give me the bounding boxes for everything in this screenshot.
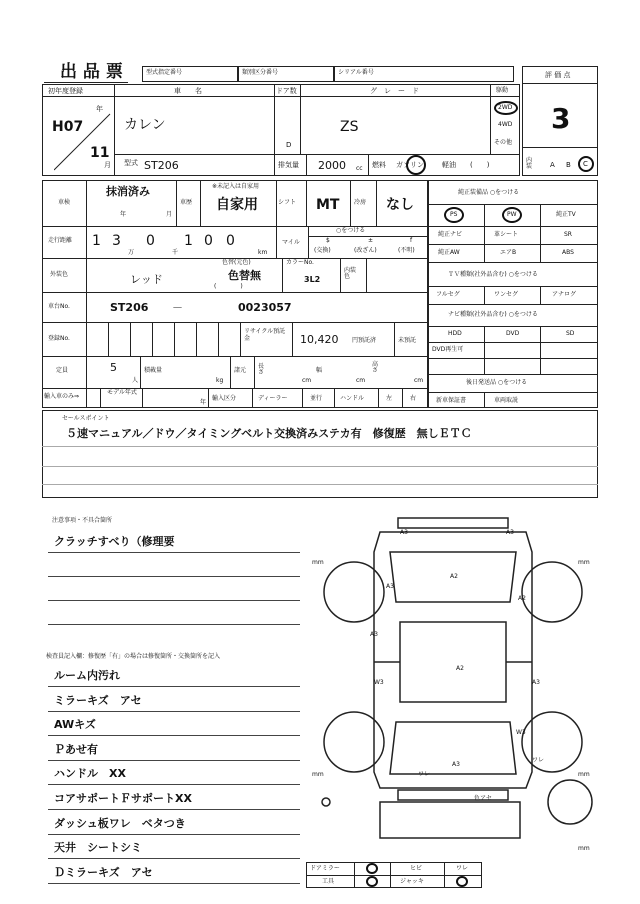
tools-circle — [366, 876, 378, 887]
chassis-number: 0023057 — [238, 301, 292, 314]
inspector-line: ミラーキズ アセ — [54, 693, 142, 707]
first-reg-month: 11 — [90, 145, 110, 161]
drive-other: その他 — [494, 139, 513, 146]
jack-circle — [456, 876, 468, 887]
first-reg-year: H07 — [52, 119, 84, 135]
car-diagram — [300, 512, 610, 904]
doors-label: ドア数 — [276, 87, 297, 95]
damage-mark: W3 — [374, 679, 384, 686]
damage-mark: A2 — [456, 665, 464, 672]
form-title: 出 品 票 — [60, 62, 123, 82]
fuel-diesel: 軽油 — [442, 161, 456, 169]
inspector-line: Ｐあせ有 — [54, 742, 98, 756]
damage-mark: A3 — [506, 529, 514, 536]
first-reg-label: 初年度登録 — [48, 87, 83, 95]
drive-2wd: 2WD — [498, 104, 513, 111]
damage-mark: W3 — [516, 729, 526, 736]
eval-label: 評 価 点 — [545, 71, 571, 79]
inspection-value: 抹消済み — [106, 185, 150, 198]
fuel-gasoline: ガソリン — [396, 161, 424, 169]
sales-point-text: ５速マニュアル／ドウ／タイミングベルト交換済みステカ有 修復歴 無しＥＴＣ — [66, 427, 472, 440]
history-value: 自家用 — [216, 197, 258, 213]
capacity-value: 5 — [110, 361, 117, 374]
damage-mark: A2 — [450, 573, 458, 580]
type-cert-box: 型式指定番号 — [142, 66, 238, 82]
inspector-line: AWキズ — [54, 718, 96, 732]
color-value: レッド — [130, 273, 163, 286]
damage-mark: A3 — [452, 761, 460, 768]
damage-mark: A3 — [400, 529, 408, 536]
chassis-prefix: ST206 — [110, 301, 149, 314]
damage-mark: ワレ — [418, 771, 431, 778]
damage-mark: A3 — [532, 679, 540, 686]
damage-mark: 色アセ — [474, 795, 492, 802]
eval-score: 3 — [551, 102, 571, 135]
mileage-digit: 1 — [184, 233, 193, 249]
damage-mark: ワレ — [532, 757, 545, 764]
mileage-digit: 0 — [204, 233, 213, 249]
inspector-line: コアサポートＦサポートXX — [54, 792, 192, 805]
shift-value: MT — [316, 197, 340, 213]
car-name: カレン — [124, 117, 166, 133]
inspector-line: ルーム内汚れ — [54, 669, 120, 682]
serial-box: シリアル番号 — [334, 66, 514, 82]
mileage-digit: 3 — [112, 233, 121, 249]
inspector-line: ダッシュ板ワレ ベタつき — [54, 816, 186, 830]
grade-label: グ レ ー ド — [370, 87, 419, 95]
ac-value: なし — [386, 197, 414, 213]
car-name-label: 車 名 — [174, 87, 202, 95]
fuel-selected-circle — [406, 155, 426, 175]
mileage-digit: 1 — [92, 233, 101, 249]
grade-value: ZS — [340, 119, 359, 135]
damage-mark: A3 — [370, 631, 378, 638]
color-change-value: 色替無 — [228, 269, 261, 282]
model-value: ST206 — [144, 159, 179, 172]
inspector-line: 天井 シートシミ — [54, 841, 142, 855]
displacement-value: 2000 — [318, 159, 346, 172]
damage-mark: A3 — [386, 583, 394, 590]
inspector-line: Ｄミラーキズ アセ — [54, 865, 153, 879]
mileage-digit: 0 — [146, 233, 155, 249]
class-box: 類別区分番号 — [238, 66, 334, 82]
recycle-value: 10,420 — [300, 333, 339, 346]
mileage-digit: 0 — [226, 233, 235, 249]
color-no-value: 3L2 — [304, 275, 321, 284]
drive-4wd: 4WD — [498, 121, 513, 128]
note-line-1: クラッチすべり（修理要 — [54, 535, 175, 548]
door-mirror-circle — [366, 863, 378, 874]
inspector-line: ハンドル XX — [54, 767, 126, 781]
damage-mark: A2 — [518, 595, 526, 602]
